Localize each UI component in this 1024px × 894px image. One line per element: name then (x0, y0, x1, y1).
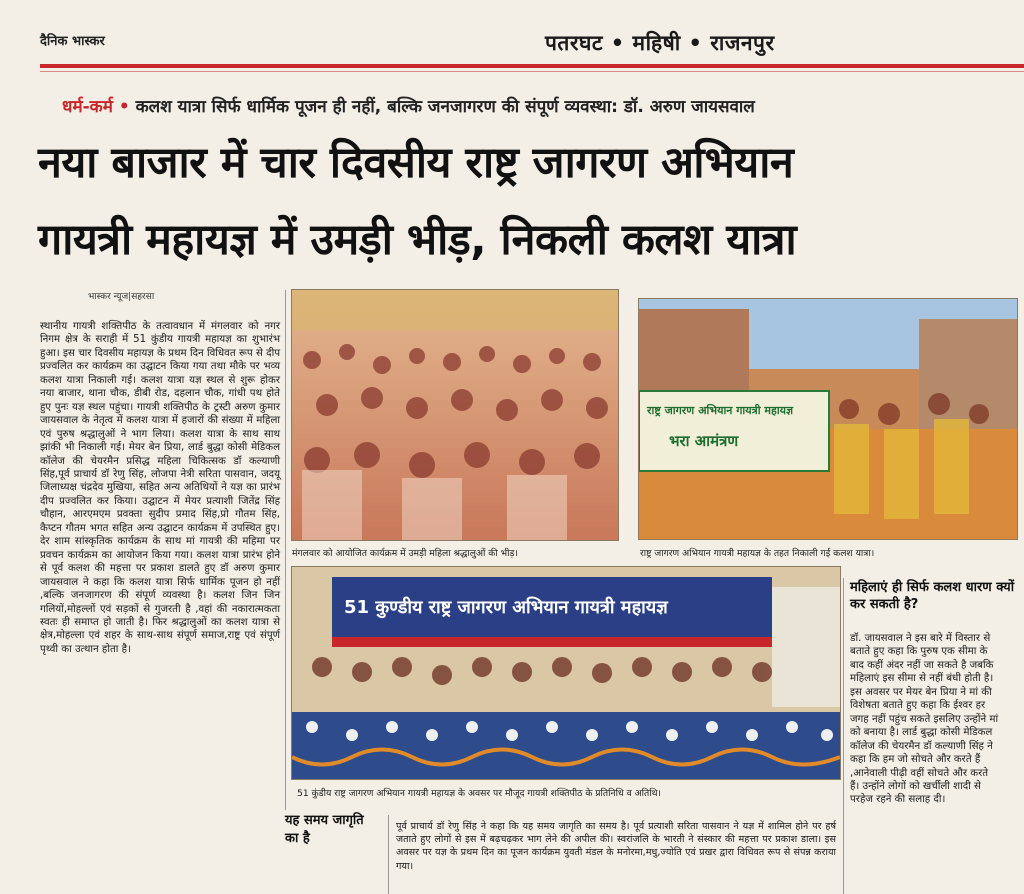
crowd-photo (291, 289, 619, 541)
kicker-tag: धर्म-कर्म • (62, 97, 130, 117)
kicker-text: कलश यात्रा सिर्फ धार्मिक पूजन ही नहीं, बल्कि जनजागरण की संपूर्ण व्यवस्था: डॉ. अरुण जायसवाल (135, 97, 755, 117)
masthead-rule (40, 64, 1024, 68)
paper-name: दैनिक भास्कर (40, 34, 105, 49)
stage-banner: 51 कुण्डीय राष्ट्र जागरण अभियान गायत्री महायज्ञ (344, 597, 668, 618)
headline-line-2: गायत्री महायज्ञ में उमड़ी भीड़, निकली कलश यात्रा (38, 215, 797, 265)
pull-quote: यह समय जागृति का है (285, 813, 364, 846)
sidebar-title: महिलाएं ही सिर्फ कलश धारण क्यों कर सकती है? (850, 580, 1015, 612)
quote-divider (388, 815, 389, 894)
masthead-thin-rule (40, 71, 1024, 72)
stage-caption: 51 कुंडीय राष्ट्र जागरण अभियान गायत्री महायज्ञ के अवसर पर मौजूद गायत्री शक्तिपीठ के प्रतिनिधि व अतिथि। (297, 788, 661, 799)
edition-title: पतरघट • महिषी • राजनपुर (545, 31, 775, 55)
column-divider (285, 290, 286, 810)
procession-caption: राष्ट्र जागरण अभियान गायत्री महायज्ञ के तहत निकाली गई कलश यात्रा। (640, 548, 875, 559)
procession-banner-line1: राष्ट्र जागरण अभियान गायत्री महायज्ञ (647, 404, 794, 417)
crowd-photo-art (292, 290, 618, 540)
sidebar-text: डॉ. जायसवाल ने इस बारे में विस्तार से बताते हुए कहा कि पुरुष एक सीमा के बाद कहीं अंदर नहीं जा सकते है जबकि महिलाएं इस सीमा से नहीं बंधी होती है। इस अवसर पर मेयर बेन प्रिया ने मां की विशेषता बताते हुए कहा कि ईश्वर हर जगह नहीं पहुंच सकते इसलिए उन्होंने मां को बनाया है। लार्ड बुद्धा कोसी मेडिकल कॉलेज की चेयरमैन डॉ कल्याणी सिंह ने कहा कि हम जो सोचते और करते हैं ,आनेवाली पीढ़ी वहीं सोचते और करते हैं। उन्होंने लोगों को खर्चीली शादी से परहेज रहने की सलाह दी। (850, 633, 999, 806)
sidebar-divider (843, 578, 844, 894)
crowd-caption: मंगलवार को आयोजित कार्यक्रम में उमड़ी महिला श्रद्धालुओं की भीड़। (292, 548, 518, 559)
procession-photo (638, 298, 1018, 540)
article-body: स्थानीय गायत्री शक्तिपीठ के तत्वावधान में मंगलवार को नगर निगम क्षेत्र के सराही में 51 कुंडीय गायत्री महायज्ञ का शुभारंभ हुआ। इस चार दिवसीय महायज्ञ के प्रथम दिन विधिवत रूप से दीप प्रज्वलित कर कार्यक्रम का उद्घाटन किया गया तथा मौके पर भव्य कलश यात्रा निकाली गई। कलश यात्रा यज्ञ स्थल से शुरू होकर नया बाजार, थाना चौक, डीबी रोड, दहलान चौक, गांधी पथ होते हुए पुनः यज्ञ स्थल पहुंचा। गायत्री शक्तिपीठ के ट्रस्टी अरुण कुमार जायसवाल के नेतृत्व में कलश यात्रा में हजारों की संख्या में महिला एवं पुरुष श्रद्धालुओं ने भाग लिया। कलश यात्रा के साथ साथ झांकी भी निकाली गई। मेयर बेन प्रिया, लार्ड बुद्धा कोसी मेडिकल कॉलेज की चेयरमैन प्रसिद्ध महिला चिकित्सक डॉ कल्याणी सिंह,पूर्व प्राचार्य डॉ रेणु सिंह, लोजपा नेत्री सरिता पासवान, जदयू जिलाध्यक्ष चंद्रदेव मुखिया, सहित अन्य अतिथियों ने यज्ञ का प्रारंभ दीप प्रज्वलित कर किया। उद्घाटन में मेयर प्रत्याशी जितेंद्र सिंह चौहान, आरएमएम प्रवक्ता सुदीप प्रमाद सिंह,प्रो गौतम सिंह, कैप्टन गौतम भगत सहित अन्य उद्घाटन कार्यक्रम में उपस्थित हुए। देर शाम सांस्कृतिक कार्यक्रम के साथ मां गायत्री की महिमा पर प्रवचन कार्यक्रम का आयोजन किया गया। कलश यात्रा प्रारंभ होने से पूर्व कलश की महत्ता पर प्रकाश डालते हुए डॉ अरुण कुमार जायसवाल ने कहा कि कलश यात्रा सिर्फ धार्मिक पूजन हो नहीं ,बल्कि जनजागरण की संपूर्ण व्यवस्था है। कलश जिन जिन गलियों,मोहल्लों एवं सड़कों से गुजरती है ,वहां की नकारात्मकता स्वतः ही समाप्त हो जाती है। फिर श्रद्धालुओं का कलश यात्रा से क्षेत्र,मोहल्ला एवं शहर के साथ-साथ संपूर्ण समाज,राष्ट्र एवं संपूर्ण पृथ्वी का उत्थान होता है। (40, 321, 280, 655)
kicker (62, 94, 1024, 117)
stage-photo (291, 566, 841, 780)
bottom-article-text: पूर्व प्राचार्य डॉ रेणु सिंह ने कहा कि यह समय जागृति का समय है। पूर्व प्रत्याशी सरिता पासवान ने यज्ञ में शामिल होने पर हर्ष जताते हुए लोगों से इस में बढ़चढ़कर भाग लेने की अपील की। स्वरांजलि के भारती ने संस्कार की महत्ता पर प्रकाश डाला। इस अवसर पर यज्ञ के प्रथम दिन का पूजन कार्यक्रम युवती मंडल के मनोरमा,मधु,ज्योति एवं प्रखर द्वारा विधिवत रूप से संपन्न कराया गया। (396, 821, 836, 872)
byline: भास्कर न्यूज|सहरसा (88, 292, 155, 302)
procession-banner-line2: भरा आमंत्रण (669, 432, 739, 450)
procession-photo-art (639, 299, 1017, 539)
headline-line-1: नया बाजार में चार दिवसीय राष्ट्र जागरण अभियान (38, 138, 794, 188)
